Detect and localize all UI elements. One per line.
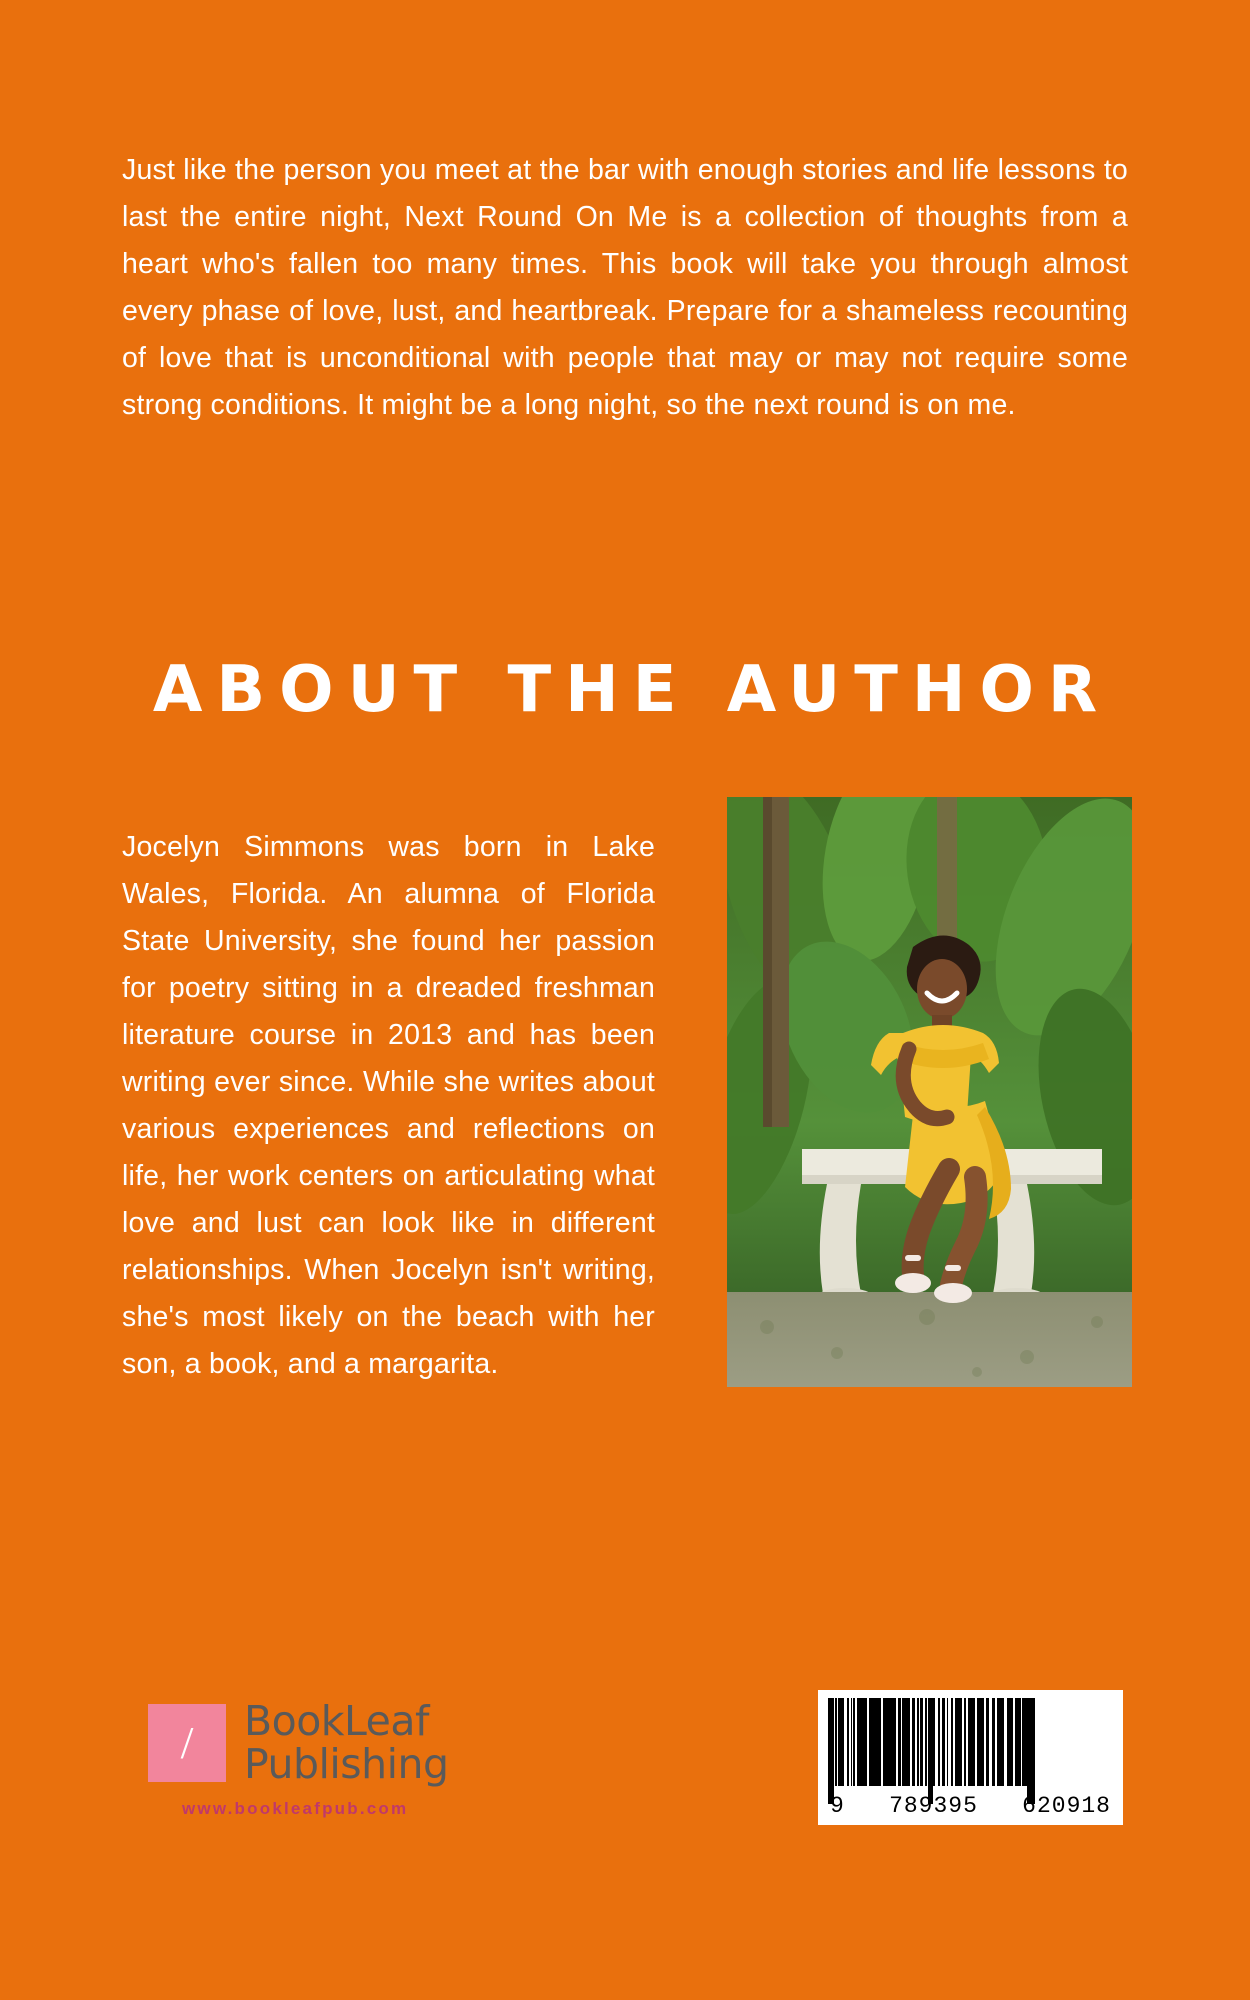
barcode-bars [828,1698,1113,1786]
publisher-logo [148,1697,478,1819]
about-the-author-heading: ABOUT THE AUTHOR [152,652,1112,727]
bookleaf-mark-icon [148,1704,226,1782]
author-photo-illustration [727,797,1132,1387]
author-photo [727,797,1132,1387]
barcode-digit-mid: 789395 [889,1793,978,1819]
publisher-name [244,1697,449,1788]
book-blurb: Just like the person you meet at the bar with enough stories and life lessons to last the entire night, Next Round On Me is a collection of thoughts from a heart who's fallen too many times. This book will take you through almost every phase of love, lust, and heartbreak. Prepare for a shameless recounting of love that is unconditional with people that may or may not require some strong conditions. It might be a long night, so the next round is on me. [122,153,1128,421]
barcode-digits [828,1793,1113,1819]
publisher-name-line2: Publishing [244,1739,449,1788]
publisher-name-line1: BookLeaf [244,1697,429,1745]
barcode-digit-right: 620918 [1022,1793,1111,1819]
publisher-url: www.bookleafpub.com [182,1799,409,1819]
author-bio: Jocelyn Simmons was born in Lake Wales, Florida. An alumna of Florida State University, she found her passion for poetry sitting in a dreaded freshman literature course in 2013 and has been writing ever since. While she writes about various experiences and reflections on life, her work centers on articulating what love and lust can look like in different relationships. When Jocelyn isn't writing, she's most likely on the beach with her son, a book, and a margarita. [122,830,655,1380]
publisher-logo-row [148,1697,478,1788]
barcode-digit-left: 9 [830,1793,845,1819]
isbn-barcode [818,1690,1123,1825]
slash-glyph: / [180,1716,194,1768]
